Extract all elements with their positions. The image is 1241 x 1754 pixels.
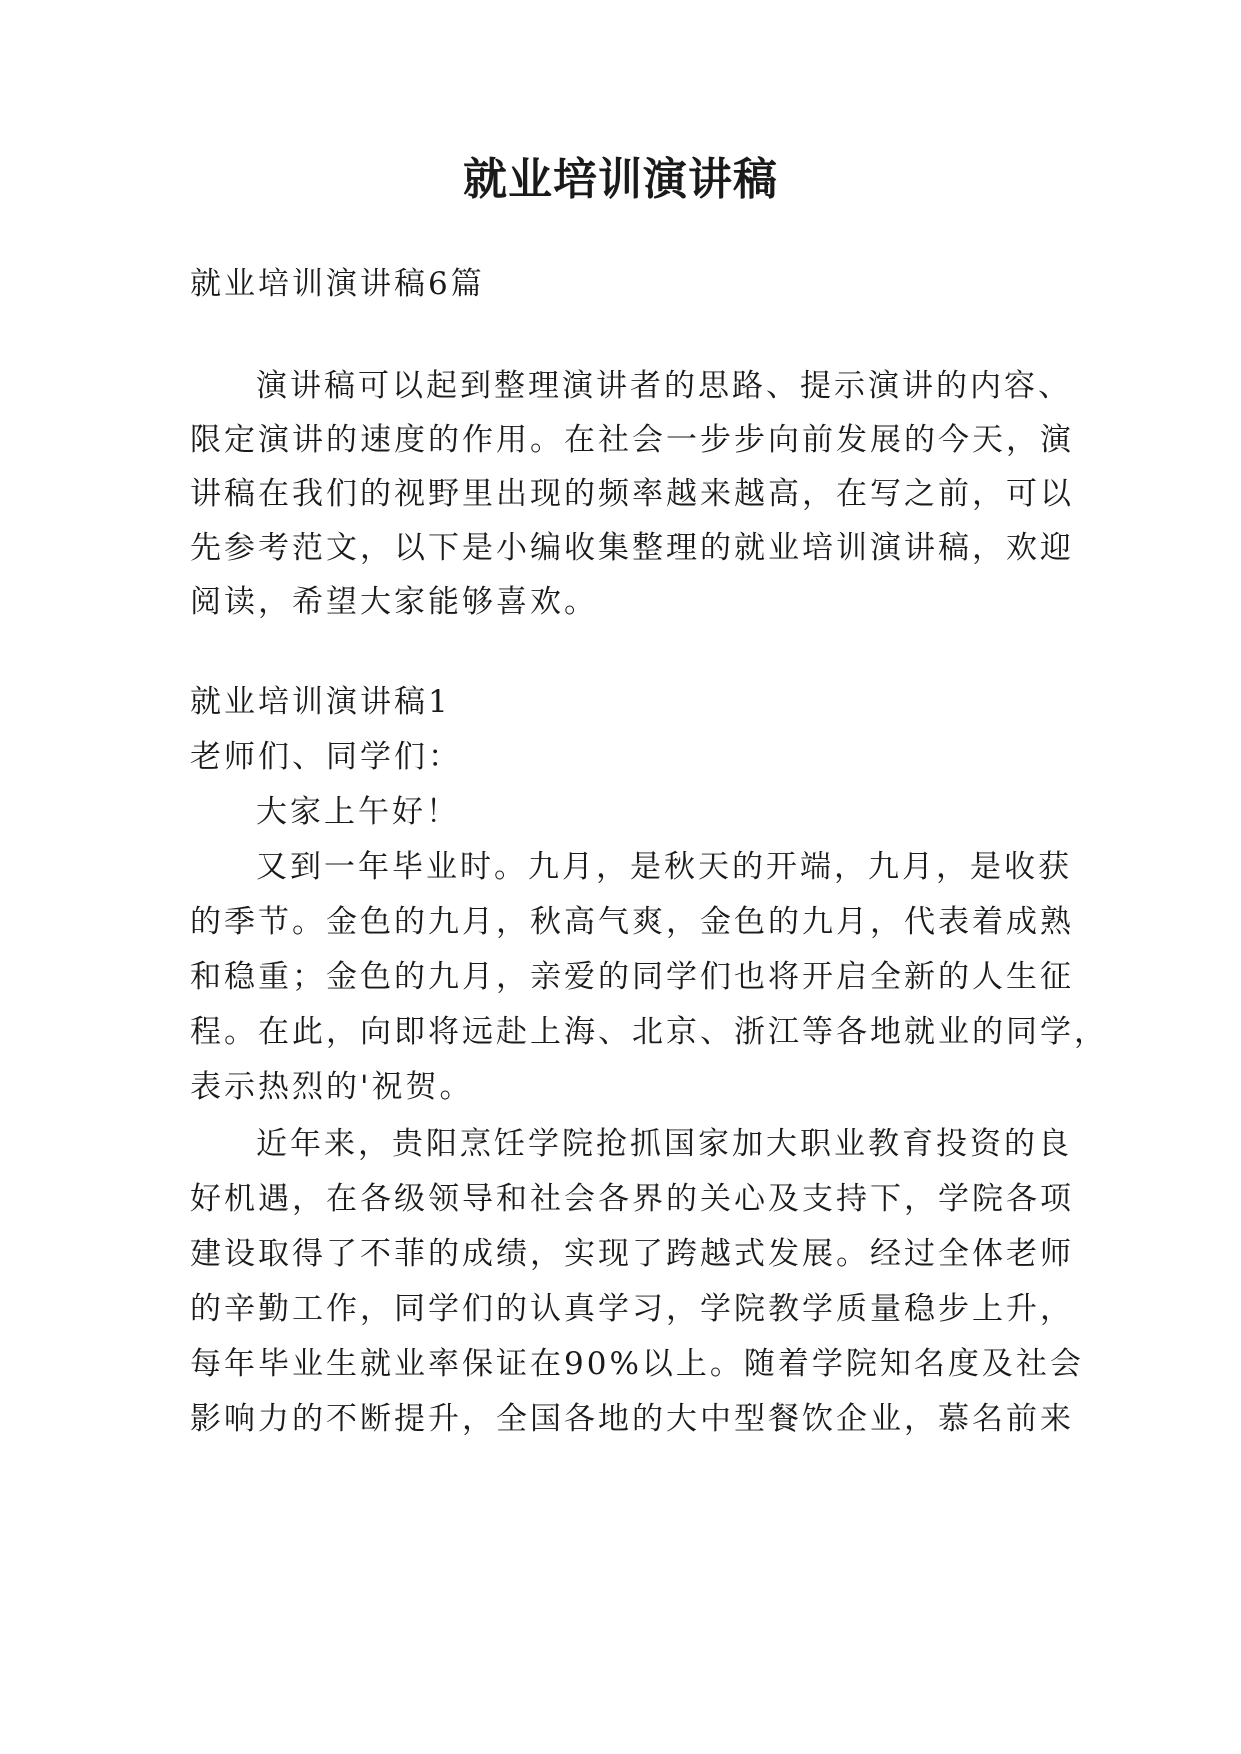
section-heading: 就业培训演讲稿1	[190, 684, 451, 720]
document-subtitle: 就业培训演讲稿6篇	[190, 266, 485, 302]
paragraph-line: 好机遇，在各级领导和社会各界的关心及支持下，学院各项	[190, 1181, 1074, 1217]
paragraph-line: 影响力的不断提升，全国各地的大中型餐饮企业，慕名前来	[190, 1401, 1074, 1437]
paragraph-line: 近年来，贵阳烹饪学院抢抓国家加大职业教育投资的良	[256, 1126, 1072, 1162]
document-title: 就业培训演讲稿	[463, 154, 778, 205]
paragraph-line: 每年毕业生就业率保证在90%以上。随着学院知名度及社会	[190, 1346, 1084, 1382]
paragraph-line: 表示热烈的'祝贺。	[190, 1069, 474, 1105]
paragraph-line: 建设取得了不菲的成绩，实现了跨越式发展。经过全体老师	[190, 1236, 1074, 1272]
intro-line: 限定演讲的速度的作用。在社会一步步向前发展的今天，演	[190, 422, 1074, 458]
paragraph-line: 的辛勤工作，同学们的认真学习，学院教学质量稳步上升，	[190, 1291, 1074, 1327]
greeting: 大家上午好！	[256, 794, 460, 830]
paragraph-line: 程。在此，向即将远赴上海、北京、浙江等各地就业的同学，	[190, 1014, 1108, 1050]
paragraph-line: 和稳重；金色的九月，亲爱的同学们也将开启全新的人生征	[190, 959, 1074, 995]
intro-line: 阅读，希望大家能够喜欢。	[190, 584, 598, 620]
salutation: 老师们、同学们：	[190, 739, 462, 775]
intro-line: 先参考范文，以下是小编收集整理的就业培训演讲稿，欢迎	[190, 530, 1074, 566]
intro-line: 演讲稿可以起到整理演讲者的思路、提示演讲的内容、	[256, 368, 1072, 404]
intro-line: 讲稿在我们的视野里出现的频率越来越高，在写之前，可以	[190, 476, 1074, 512]
paragraph-line: 的季节。金色的九月，秋高气爽，金色的九月，代表着成熟	[190, 904, 1074, 940]
paragraph-line: 又到一年毕业时。九月，是秋天的开端，九月，是收获	[256, 849, 1072, 885]
